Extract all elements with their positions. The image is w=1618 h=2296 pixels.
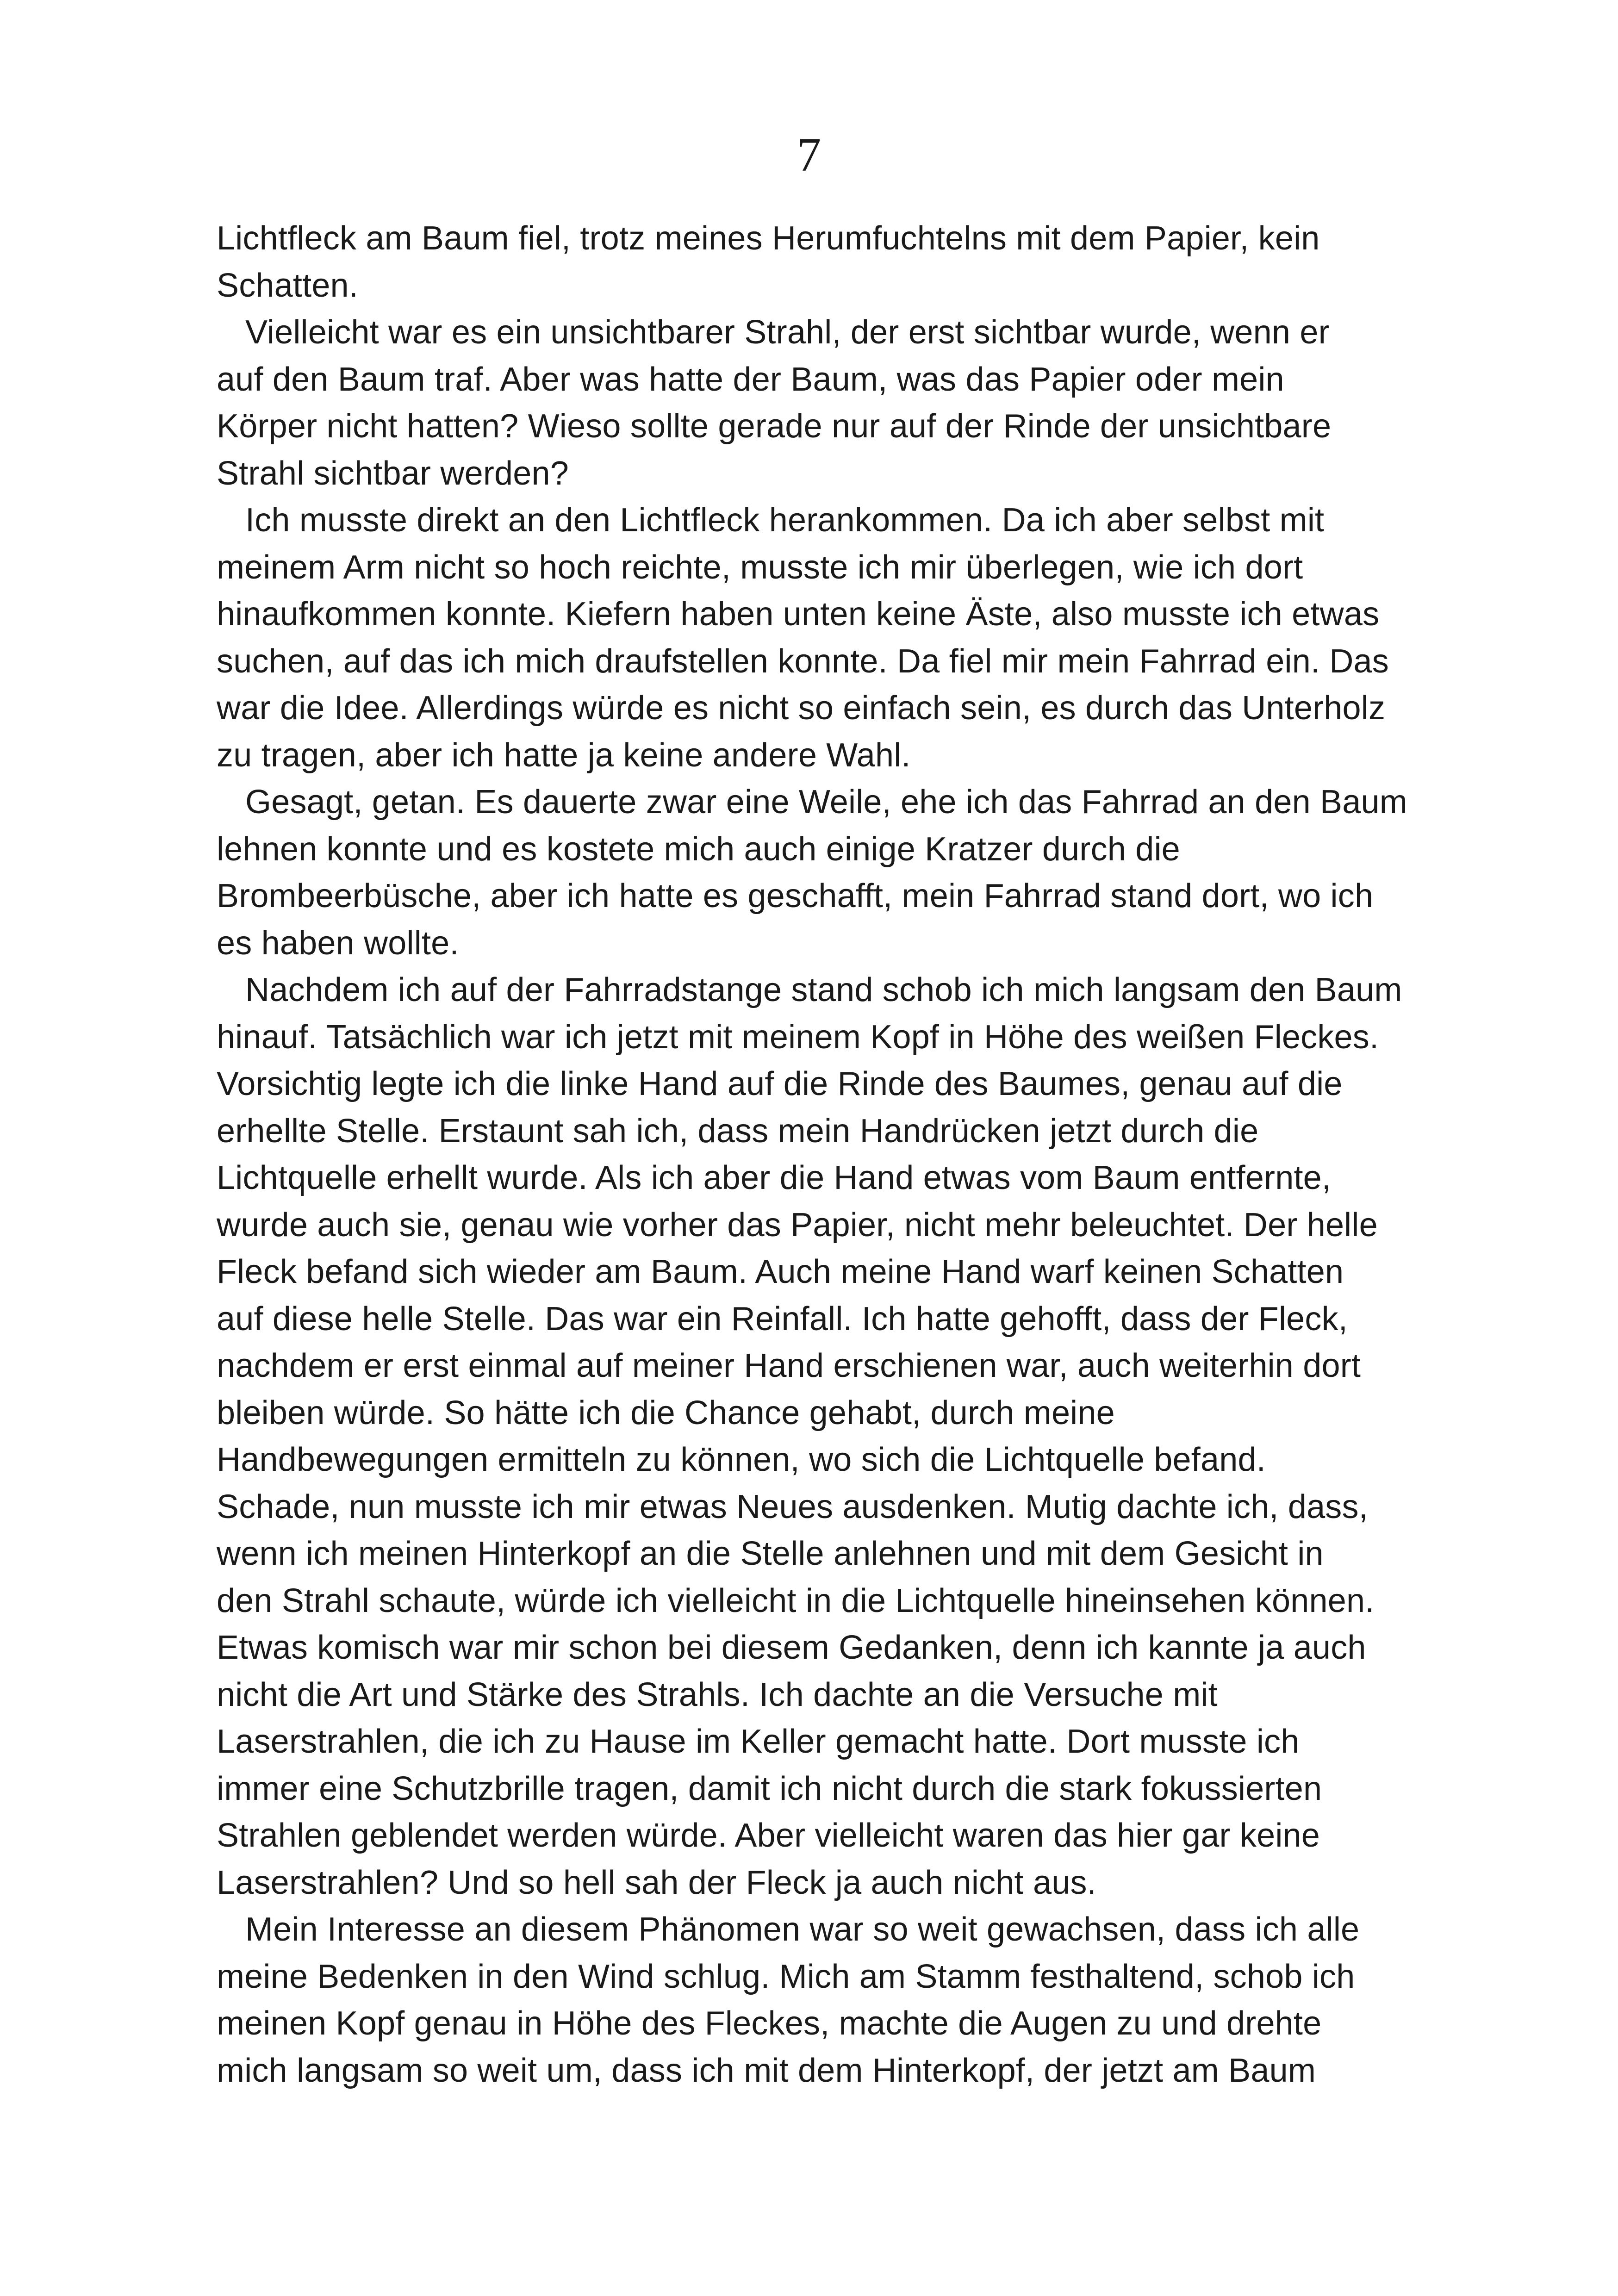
text-line: Etwas komisch war mir schon bei diesem Gedanken, denn ich kannte ja auch (217, 1629, 1366, 1666)
text-line: Vielleicht war es ein unsichtbarer Strahl, der erst sichtbar wurde, wenn er (245, 314, 1330, 351)
text-line: wenn ich meinen Hinterkopf an die Stelle anlehnen und mit dem Gesicht in (217, 1535, 1324, 1572)
text-line: Mein Interesse an diesem Phänomen war so weit gewachsen, dass ich alle (245, 1911, 1360, 1948)
text-line: Gesagt, getan. Es dauerte zwar eine Weile, ehe ich das Fahrrad an den Baum (245, 784, 1407, 821)
text-line: suchen, auf das ich mich draufstellen konnte. Da fiel mir mein Fahrrad ein. Das (217, 642, 1389, 680)
text-line: immer eine Schutzbrille tragen, damit ich nicht durch die stark fokussierten (217, 1770, 1322, 1807)
text-line: Vorsichtig legte ich die linke Hand auf die Rinde des Baumes, genau auf die (217, 1065, 1343, 1102)
text-line: nachdem er erst einmal auf meiner Hand erschienen war, auch weiterhin dort (217, 1347, 1361, 1384)
text-line: war die Idee. Allerdings würde es nicht so einfach sein, es durch das Unterholz (217, 690, 1386, 727)
text-line: meinem Arm nicht so hoch reichte, musste ich mir überlegen, wie ich dort (217, 548, 1303, 586)
body-text (217, 215, 1448, 2094)
text-line: Körper nicht hatten? Wieso sollte gerade nur auf der Rinde der unsichtbare (217, 408, 1332, 445)
text-line: Nachdem ich auf der Fahrradstange stand schob ich mich langsam den Baum (245, 971, 1402, 1008)
text-line: auf den Baum traf. Aber was hatte der Baum, was das Papier oder mein (217, 361, 1284, 398)
text-line: mich langsam so weit um, dass ich mit dem Hinterkopf, der jetzt am Baum (217, 2052, 1316, 2089)
text-line: wurde auch sie, genau wie vorher das Papier, nicht mehr beleuchtet. Der helle (217, 1206, 1378, 1244)
text-line: Laserstrahlen, die ich zu Hause im Keller gemacht hatte. Dort musste ich (217, 1723, 1300, 1760)
text-line: erhellte Stelle. Erstaunt sah ich, dass mein Handrücken jetzt durch die (217, 1112, 1259, 1150)
text-line: auf diese helle Stelle. Das war ein Reinfall. Ich hatte gehofft, dass der Fleck, (217, 1300, 1348, 1338)
text-line: Ich musste direkt an den Lichtfleck herankommen. Da ich aber selbst mit (245, 502, 1325, 539)
text-line: zu tragen, aber ich hatte ja keine andere Wahl. (217, 736, 911, 774)
text-line: nicht die Art und Stärke des Strahls. Ich dachte an die Versuche mit (217, 1676, 1218, 1713)
text-line: hinaufkommen konnte. Kiefern haben unten keine Äste, also musste ich etwas (217, 596, 1380, 633)
text-line: es haben wollte. (217, 924, 459, 962)
text-line: Strahl sichtbar werden? (217, 454, 569, 492)
text-line: Strahlen geblendet werden würde. Aber vielleicht waren das hier gar keine (217, 1817, 1320, 1854)
text-line: Laserstrahlen? Und so hell sah der Fleck ja auch nicht aus. (217, 1864, 1096, 1901)
text-line: hinauf. Tatsächlich war ich jetzt mit meinem Kopf in Höhe des weißen Fleckes. (217, 1018, 1379, 1056)
text-line: Fleck befand sich wieder am Baum. Auch meine Hand warf keinen Schatten (217, 1253, 1344, 1290)
text-line: meinen Kopf genau in Höhe des Fleckes, machte die Augen zu und drehte (217, 2005, 1322, 2042)
page-number: 7 (797, 128, 821, 181)
text-line: Lichtquelle erhellt wurde. Als ich aber die Hand etwas vom Baum entfernte, (217, 1159, 1332, 1196)
text-line: meine Bedenken in den Wind schlug. Mich am Stamm festhaltend, schob ich (217, 1958, 1355, 1995)
text-line: Handbewegungen ermitteln zu können, wo sich die Lichtquelle befand. (217, 1441, 1266, 1478)
text-line: Lichtfleck am Baum fiel, trotz meines Herumfuchtelns mit dem Papier, kein (217, 220, 1320, 257)
text-line: Schatten. (217, 267, 359, 304)
text-line: lehnen konnte und es kostete mich auch einige Kratzer durch die (217, 830, 1180, 868)
text-line: den Strahl schaute, würde ich vielleicht in die Lichtquelle hineinsehen können. (217, 1582, 1375, 1619)
text-line: bleiben würde. So hätte ich die Chance gehabt, durch meine (217, 1394, 1115, 1431)
text-line: Brombeerbüsche, aber ich hatte es geschafft, mein Fahrrad stand dort, wo ich (217, 877, 1374, 915)
text-line: Schade, nun musste ich mir etwas Neues ausdenken. Mutig dachte ich, dass, (217, 1488, 1368, 1525)
